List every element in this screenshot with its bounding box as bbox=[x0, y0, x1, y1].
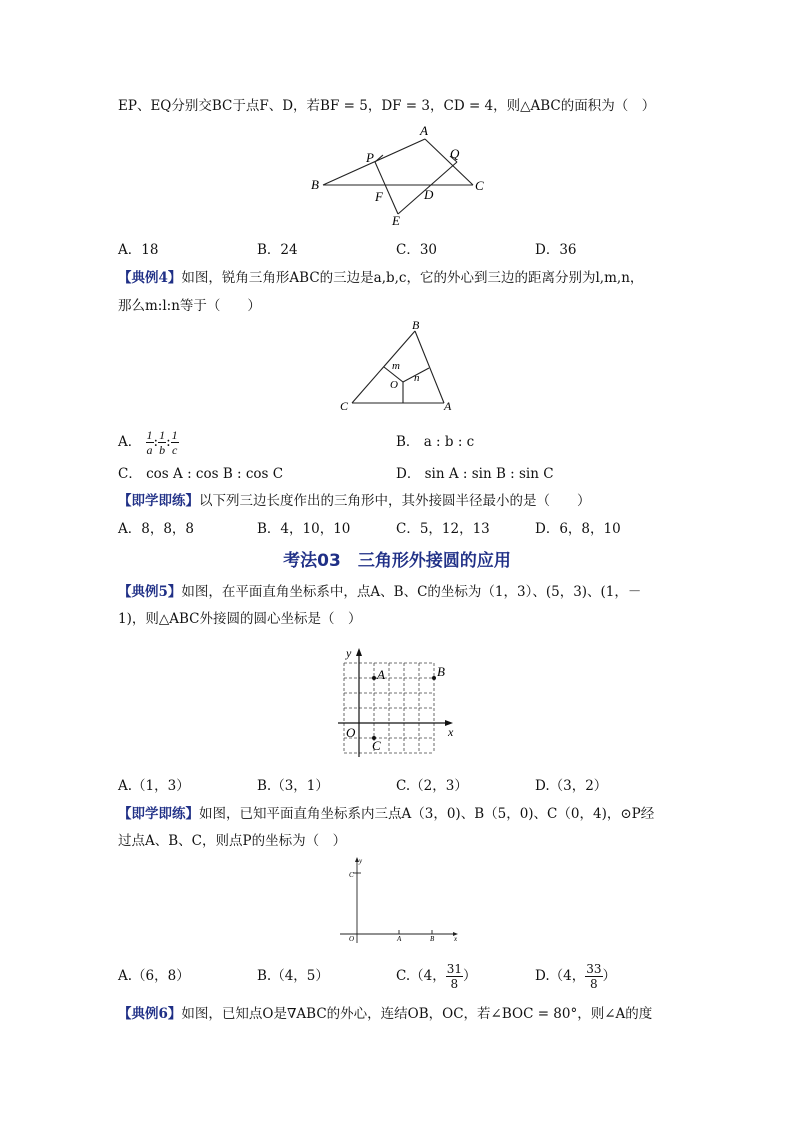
label-B: B bbox=[437, 664, 445, 679]
option-a[interactable]: A.（1，3） bbox=[118, 778, 190, 794]
label-C: C bbox=[349, 871, 354, 879]
option-a[interactable]: A．8，8，8 bbox=[118, 521, 195, 537]
option-a[interactable]: A.（6，8） bbox=[118, 968, 190, 984]
label-F: F bbox=[375, 189, 383, 204]
label-C: C bbox=[372, 738, 381, 753]
example-tag: 【典例5】 bbox=[118, 584, 182, 600]
option-b[interactable]: B．4，10，10 bbox=[257, 521, 351, 537]
section-title: 考法03 三角形外接圆的应用 bbox=[283, 551, 511, 571]
example-tag: 【典例4】 bbox=[118, 270, 182, 286]
option-d[interactable]: D．6，8，10 bbox=[535, 521, 621, 537]
option-a[interactable]: A． $\frac{1}{a}$ : $\frac{1}{b}$ : $\frac{1}{c}$ bbox=[118, 428, 178, 457]
label-A: A bbox=[377, 667, 385, 682]
label-n: n bbox=[414, 372, 420, 384]
option-prefix: C.（4， bbox=[396, 968, 446, 984]
practice-2-line2: 过点A、B、C，则点P的坐标为（ ） bbox=[118, 833, 347, 849]
option-d[interactable]: D．36 bbox=[535, 242, 577, 258]
example-6-text: 如图，已知点O是∇ABC的外心，连结OB，OC，若∠BOC = 80°，则∠A的度 bbox=[181, 1006, 653, 1022]
label-O: O bbox=[390, 379, 398, 391]
fraction: $\frac{31}{8}$ bbox=[446, 962, 463, 991]
label-Q: Q bbox=[450, 146, 460, 161]
label-P: P bbox=[366, 150, 374, 165]
fraction: $\frac{1}{b}$ bbox=[159, 428, 166, 457]
practice-2-line1 bbox=[118, 804, 654, 824]
option-c[interactable]: C． cos A : cos B : cos C bbox=[118, 466, 284, 482]
option-a[interactable]: A．18 bbox=[118, 242, 159, 258]
fraction: $\frac{1}{a}$ bbox=[146, 428, 153, 457]
practice-1 bbox=[118, 491, 591, 511]
option-b[interactable]: B． a : b : c bbox=[396, 434, 475, 450]
example-6 bbox=[118, 1004, 652, 1024]
example-5-line2: 1)，则△ABC外接圆的圆心坐标是（ ） bbox=[118, 611, 362, 627]
practice-1-text: 以下列三边长度作出的三角形中，其外接圆半径最小的是（ ） bbox=[199, 493, 591, 509]
axes-figure bbox=[330, 855, 465, 950]
option-prefix: A． bbox=[118, 434, 142, 450]
coordinate-grid-figure bbox=[330, 645, 465, 765]
label-B: B bbox=[430, 935, 435, 943]
label-C: C bbox=[340, 399, 349, 413]
example-4-line1 bbox=[118, 268, 643, 288]
option-b[interactable]: B．24 bbox=[257, 242, 298, 258]
option-prefix: D.（4， bbox=[535, 968, 586, 984]
label-E: E bbox=[392, 213, 400, 228]
label-A: A bbox=[420, 123, 428, 138]
label-m: m bbox=[392, 360, 400, 372]
label-x: x bbox=[454, 935, 458, 943]
example-tag: 【典例6】 bbox=[118, 1006, 182, 1022]
label-C: C bbox=[475, 178, 484, 193]
label-O: O bbox=[346, 725, 356, 740]
label-D: D bbox=[424, 187, 434, 202]
circumcenter-figure bbox=[330, 318, 470, 418]
example-5-text: 如图，在平面直角坐标系中，点A、B、C的坐标为（1，3）、(5，3)、(1，－ bbox=[181, 584, 642, 600]
label-O: O bbox=[349, 935, 355, 943]
example-5-line1 bbox=[118, 582, 641, 602]
option-b[interactable]: B.（3，1） bbox=[257, 778, 329, 794]
label-y: y bbox=[359, 857, 363, 865]
label-x: x bbox=[448, 725, 454, 739]
example-4-text: 如图，锐角三角形ABC的三边是a,b,c，它的外心到三边的距离分别为l,m,n， bbox=[181, 270, 644, 286]
question-stem: EP、EQ分别交BC于点F、D，若BF = 5，DF = 3，CD = 4，则△ABC的面积为（ ） bbox=[118, 98, 656, 114]
label-y: y bbox=[346, 646, 352, 660]
practice-2-text: 如图，已知平面直角坐标系内三点A（3，0)、B（5，0)、C（0，4)，⊙P经 bbox=[199, 806, 655, 822]
option-c[interactable]: C．5，12，13 bbox=[396, 521, 490, 537]
option-d[interactable]: D.（3，2） bbox=[535, 778, 608, 794]
label-A: A bbox=[397, 935, 402, 943]
label-A: A bbox=[444, 399, 452, 413]
option-b[interactable]: B.（4，5） bbox=[257, 968, 329, 984]
fraction: $\frac{1}{c}$ bbox=[171, 428, 178, 457]
option-c[interactable]: C．30 bbox=[396, 242, 438, 258]
option-d[interactable]: D． sin A : sin B : sin C bbox=[396, 466, 554, 482]
label-B: B bbox=[412, 318, 420, 332]
triangle-abc-figure bbox=[300, 122, 500, 230]
example-4-line2: 那么m:l:n等于（ ） bbox=[118, 298, 261, 314]
practice-tag: 【即学即练】 bbox=[118, 493, 199, 509]
label-B: B bbox=[311, 177, 319, 192]
option-d[interactable]: D.（4， $\frac{33}{8}$ ） bbox=[535, 962, 617, 991]
option-c[interactable]: C.（4， $\frac{31}{8}$ ） bbox=[396, 962, 477, 991]
practice-tag: 【即学即练】 bbox=[118, 806, 199, 822]
option-c[interactable]: C.（2，3） bbox=[396, 778, 468, 794]
fraction: $\frac{33}{8}$ bbox=[586, 962, 602, 991]
